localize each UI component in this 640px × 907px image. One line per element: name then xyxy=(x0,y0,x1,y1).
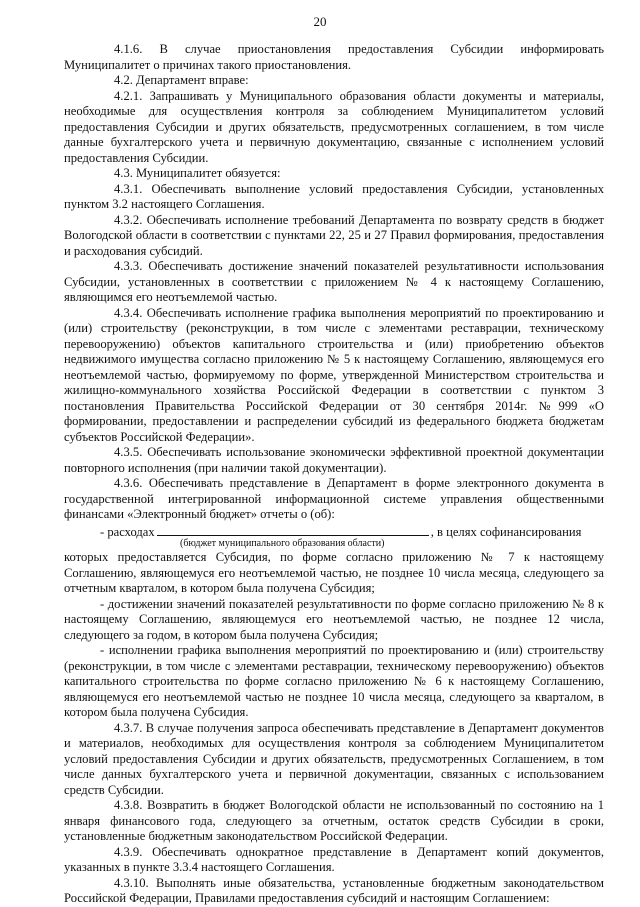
paragraph-4-1-6: 4.1.6. В случае приостановления предоставления Субсидии информировать Муниципалитет о причинах такого приостановления. xyxy=(64,42,604,72)
page-number: 20 xyxy=(313,14,327,29)
paragraph-4-3-2: 4.3.2. Обеспечивать исполнение требований Департамента по возврату средств в бюджет Вологодской области в соответствии с пунктами 22, 25 и 27 Правил формирования, предоставления и расходования субсидий. xyxy=(64,212,604,258)
paragraph-4-3: 4.3. Муниципалитет обязуется: xyxy=(114,166,281,180)
paragraph-4-2-1: 4.2.1. Запрашивать у Муниципального образования области документы и материалы, необходимые для осуществления контроля за соблюдением Муниципалитетом условий предоставления Субсидии и других обязательств, предусмотренных соглашением, в том числе данные бухгалтерского учета и первичную документацию, связанные с исполнением условий предоставления Субсидии. xyxy=(64,88,604,165)
paragraph-4-3-5: 4.3.5. Обеспечивать использование экономически эффективной проектной документации повторного исполнения (при наличии такой документации). xyxy=(64,445,604,475)
paragraph-4-2: 4.2. Департамент вправе: xyxy=(114,73,249,87)
paragraph-4-3-6-expenses-cont: которых предоставляется Субсидия, по форме согласно приложению № 7 к настоящему Соглашению, являющемуся его неотъемлемой частью, не позднее 10 числа месяца, следующего за отчетным кварталом, в котором была получена Субсидия; xyxy=(64,550,604,595)
document-body xyxy=(64,42,604,907)
paragraph-4-3-9: 4.3.9. Обеспечивать однократное представление в Департамент копий документов, указанных в пункте 3.3.4 настоящего Соглашения. xyxy=(64,844,604,874)
paragraph-4-3-6-schedule: - исполнении графика выполнения мероприятий по проектированию и (или) строительству (реконструкции, в том числе с элементами реставрации, техническому перевооружению) объектов капитального строительства по форме согласно приложению № 6 к настоящему Соглашению, являющемуся его неотъемлемой частью не позднее 10 числа месяца, следующего за кварталом, в котором была получена Субсидия. xyxy=(64,643,604,719)
blank-field-caption: (бюджет муниципального образования области) xyxy=(180,538,385,549)
expenses-line xyxy=(64,523,604,539)
paragraph-4-3-10: 4.3.10. Выполнять иные обязательства, установленные бюджетным законодательством Российской Федерации, Правилами предоставления субсидий и настоящим Соглашением: xyxy=(64,875,604,905)
paragraph-4-3-7: 4.3.7. В случае получения запроса обеспечивать представление в Департамент документов и материалов, необходимых для осуществления контроля за соблюдением Муниципалитетом условий предоставления Субсидии и других обязательств, предусмотренных Соглашением, в том числе данных бухгалтерского учета и первичной документации, связанных с использованием средств Субсидии. xyxy=(64,720,604,797)
expenses-prefix: - расходах xyxy=(100,524,155,539)
budget-blank-field xyxy=(157,523,429,536)
paragraph-4-3-6-indicators: - достижении значений показателей результативности по форме согласно приложению № 8 к настоящему Соглашению, являющемуся его неотъемлемой частью, не позднее 12 числа, следующего за годом, в котором была получена Субсидия; xyxy=(64,596,604,642)
paragraph-4-3-8: 4.3.8. Возвратить в бюджет Вологодской области не использованный по состоянию на 1 января финансового года, следующего за отчетным, остаток средств Субсидии в сроки, установленные бюджетным законодательством Российской Федерации. xyxy=(64,798,604,843)
expenses-suffix: , в целях софинансирования xyxy=(430,524,582,539)
paragraph-4-3-6: 4.3.6. Обеспечивать представление в Департамент в форме электронного документа в государственной интегрированной информационной системе управления общественными финансами «Электронный бюджет» отчеты о (об): xyxy=(64,476,604,521)
paragraph-4-3-4: 4.3.4. Обеспечивать исполнение графика выполнения мероприятий по проектированию и (или) строительству (реконструкции, в том числе с элементами реставрации, техническому перевооружению) объектов капитального строительства и (или) приобретению объектов недвижимого имущества согласно приложению № 5 к настоящему Соглашению, являющемуся его неотъемлемой частью, формируемому по форме, утвержденной Министерством строительства и жилищно-коммунального хозяйства Российской Федерации в соответствии с пунктом 3 постановления Правительства Российской Федерации от 30 сентября 2014г. №999 «О формировании, предоставлении и распределении субсидий из федерального бюджета бюджетам субъектов Российской Федерации». xyxy=(64,305,604,444)
paragraph-4-3-1: 4.3.1. Обеспечивать выполнение условий предоставления Субсидии, установленных пунктом 3.2 настоящего Соглашения. xyxy=(64,181,604,211)
paragraph-4-3-3: 4.3.3. Обеспечивать достижение значений показателей результативности использования Субсидии, установленных в соответствии с приложением № 4 к настоящему Соглашению, являющимся его неотъемлемой частью. xyxy=(64,259,604,304)
